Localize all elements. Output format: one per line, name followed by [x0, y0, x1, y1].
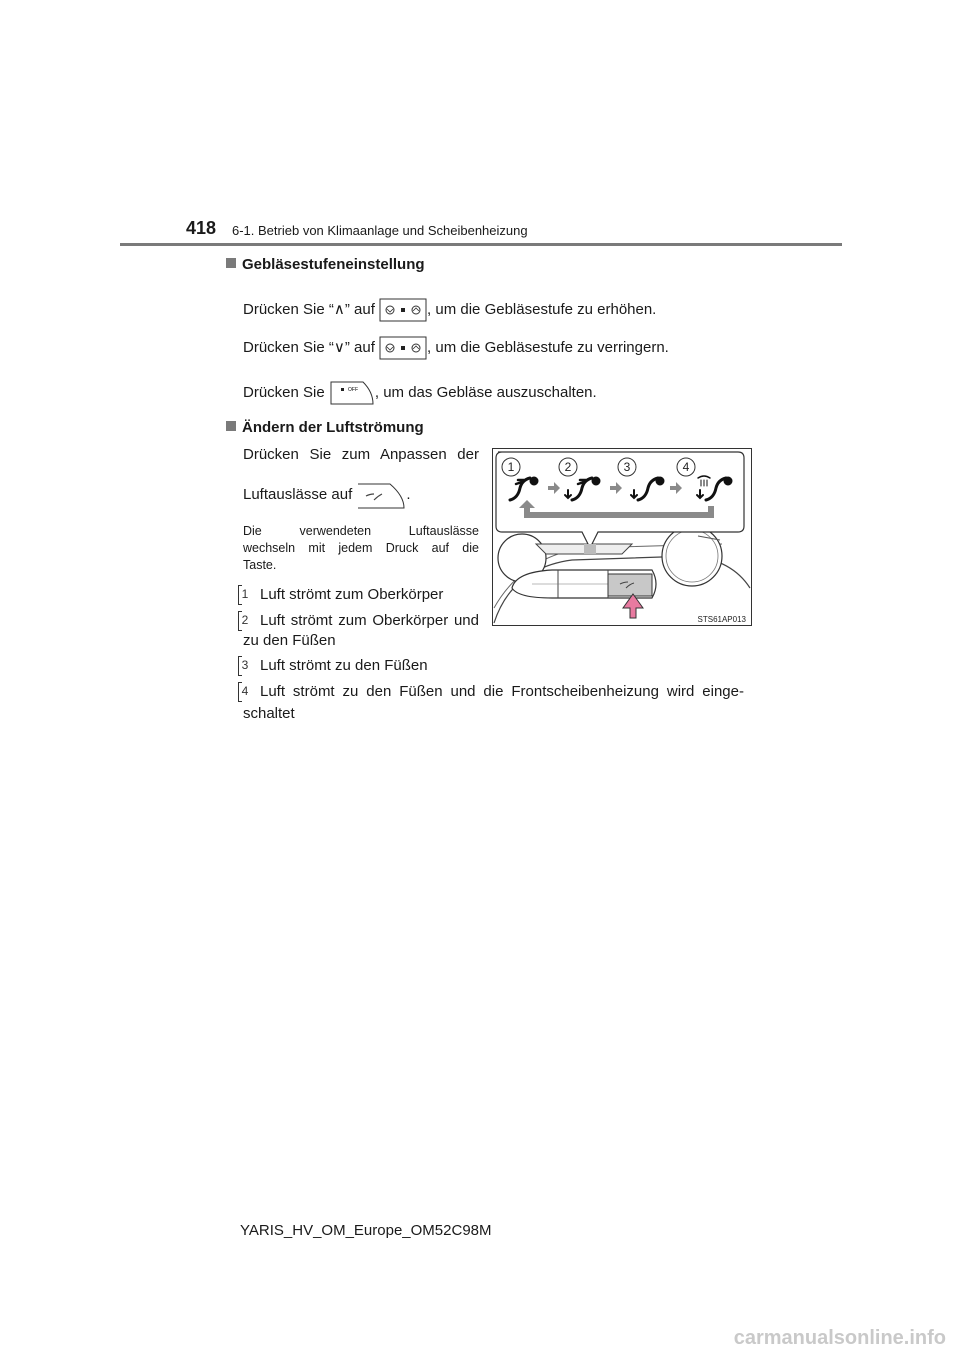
list-number: 4 [238, 682, 252, 700]
text: . [406, 485, 411, 503]
fan-increase-line [243, 298, 656, 322]
list-item-cont: schaltet [243, 705, 295, 722]
airflow-heading-text: Ändern der Luftströmung [242, 419, 424, 436]
header-rule [120, 243, 842, 246]
fan-off-button-icon [329, 380, 375, 406]
document-id: YARIS_HV_OM_Europe_OM52C98M [240, 1222, 492, 1239]
off-label: OFF [347, 387, 358, 393]
text: Luftauslässe auf [243, 485, 353, 503]
mode-number: 2 [564, 460, 572, 474]
airflow-para-line2 [243, 480, 411, 510]
up-symbol: ∧ [333, 300, 345, 318]
fan-speed-heading-text: Gebläsestufeneinstellung [242, 256, 425, 273]
text: Drücken Sie “ [243, 338, 334, 356]
mode-number: 1 [507, 460, 515, 474]
airflow-figure [492, 448, 752, 626]
list-item: Luft strömt zum Oberkörper [260, 586, 444, 603]
text: , um die Gebläsestufe zu erhöhen. [427, 300, 657, 318]
fan-speed-heading [226, 256, 425, 273]
list-number: 3 [238, 656, 252, 674]
list-item: Luft strömt zum Oberkörper und [260, 612, 479, 629]
airflow-mode-button-icon [356, 480, 406, 510]
watermark: carmanualsonline.info [733, 1327, 946, 1349]
list-item: Luft strömt zu den Füßen und die Frontscheibenheizung wird einge- [260, 683, 744, 700]
list-item-cont: zu den Füßen [243, 632, 336, 649]
text: Drücken Sie [243, 383, 325, 401]
airflow-heading [226, 419, 424, 436]
text: , um das Gebläse auszuschalten. [374, 383, 597, 401]
list-item: Luft strömt zu den Füßen [260, 657, 428, 674]
figure-code: STS61AP013 [697, 615, 746, 624]
fan-speed-button-icon [379, 298, 427, 322]
fan-decrease-line [243, 336, 669, 360]
square-bullet-icon [226, 421, 236, 431]
text: ” auf [344, 338, 375, 356]
mode-number: 3 [623, 460, 631, 474]
note-line3: Taste. [243, 558, 277, 572]
text: ” auf [344, 300, 375, 318]
mode-number: 4 [682, 460, 690, 474]
text: Drücken Sie “ [243, 300, 334, 318]
square-bullet-icon [226, 258, 236, 268]
airflow-para-line1: Drücken Sie zum Anpassen der [243, 446, 479, 463]
section-title: 6-1. Betrieb von Klimaanlage und Scheibenheizung [232, 223, 528, 238]
list-number: 2 [238, 611, 252, 629]
text: , um die Gebläsestufe zu verringern. [427, 338, 669, 356]
page-number: 418 [186, 218, 217, 238]
note-line1: Die verwendeten Luftauslässe [243, 524, 479, 538]
down-symbol: ∨ [333, 338, 345, 356]
fan-speed-button-icon [379, 336, 427, 360]
fan-off-line [243, 380, 597, 406]
list-number: 1 [238, 585, 252, 603]
note-line2: wechseln mit jedem Druck auf die [243, 541, 479, 555]
